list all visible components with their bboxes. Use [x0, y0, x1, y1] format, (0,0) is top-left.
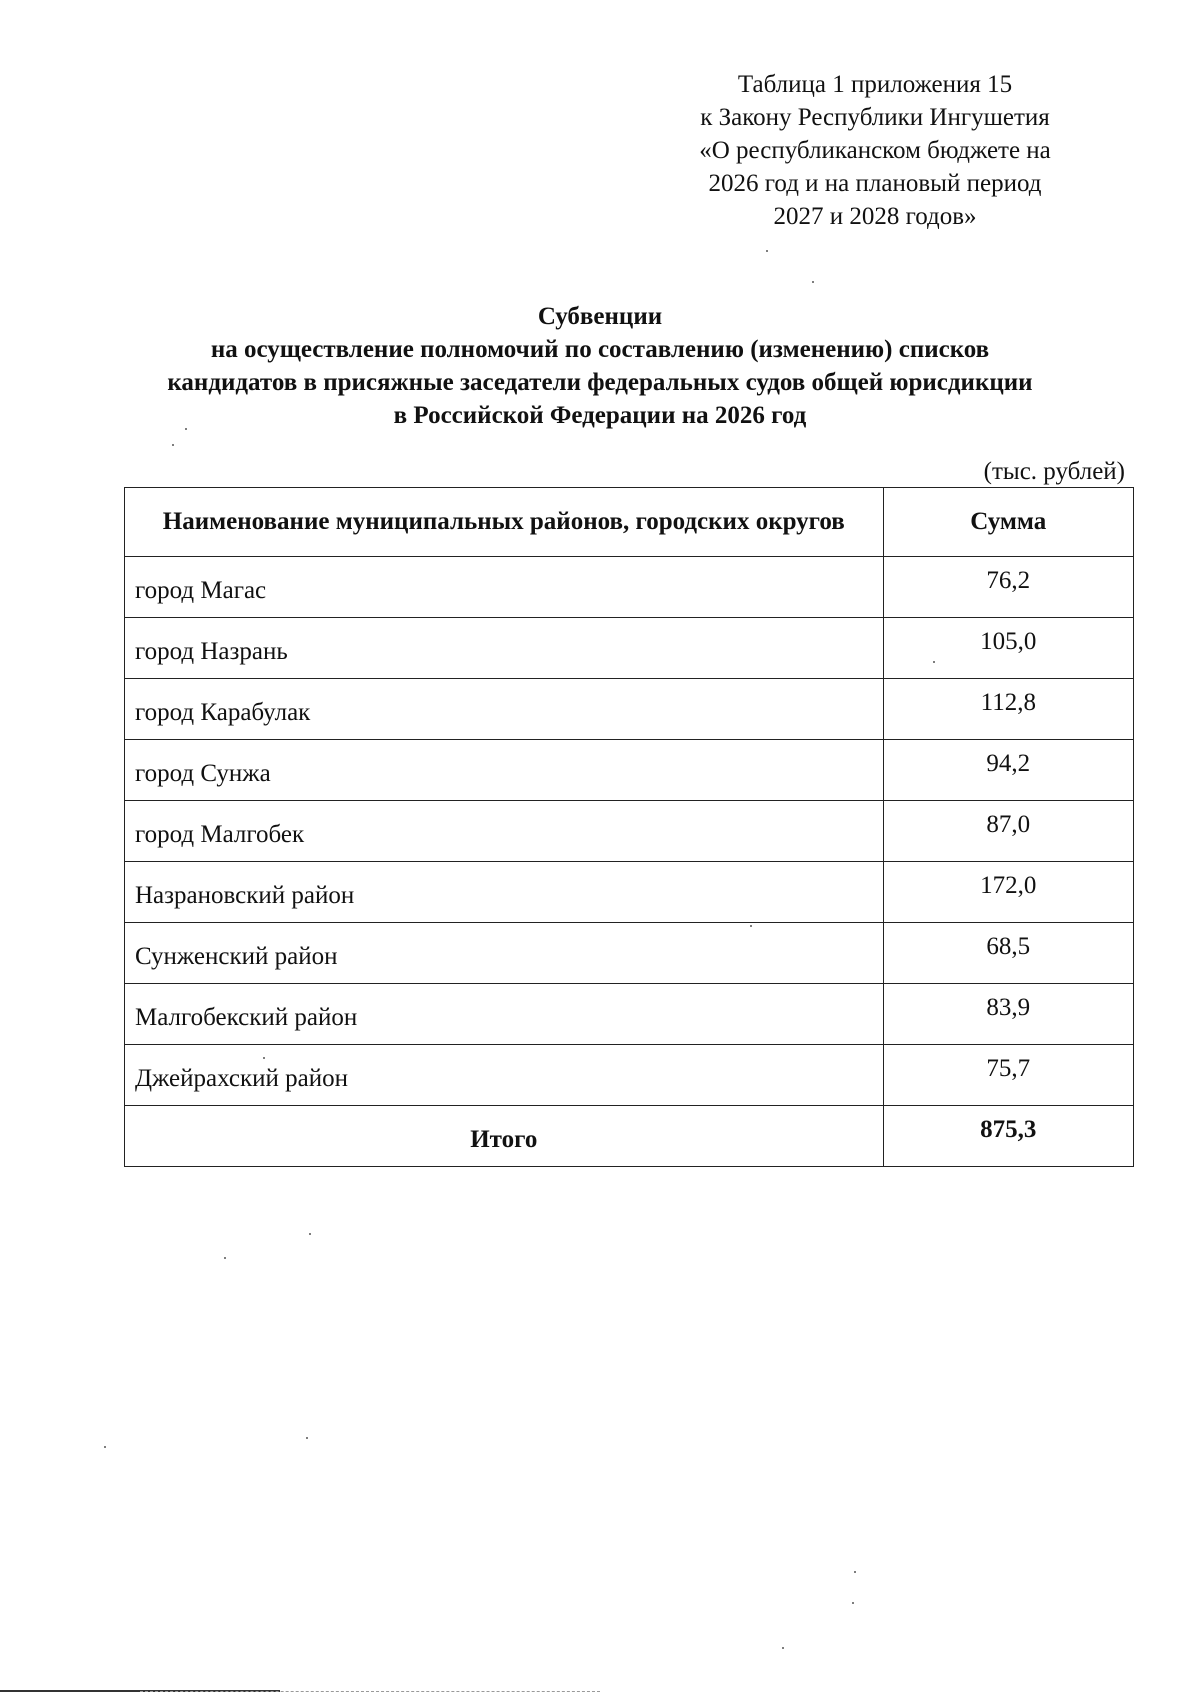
row-value: 76,2 [883, 557, 1133, 618]
subventions-table [124, 487, 1134, 1167]
row-name: Малгобекский район [125, 984, 884, 1045]
row-value: 105,0 [883, 618, 1133, 679]
units-label: (тыс. рублей) [983, 458, 1125, 485]
scan-speck [852, 1602, 854, 1604]
scan-speck [309, 1233, 311, 1235]
row-value: 112,8 [883, 679, 1133, 740]
row-name: Назрановский район [125, 862, 884, 923]
row-name: город Сунжа [125, 740, 884, 801]
title-line: кандидатов в присяжные заседатели федеральных судов общей юрисдикции [167, 369, 1033, 396]
table-row [125, 1045, 1134, 1106]
column-header-sum: Сумма [883, 488, 1133, 557]
scan-speck [263, 1057, 265, 1059]
scan-speck [224, 1257, 226, 1259]
row-value: 68,5 [883, 923, 1133, 984]
scan-speck [104, 1446, 106, 1448]
appendix-line: к Закону Республики Ингушетия [700, 104, 1050, 131]
row-name: город Малгобек [125, 801, 884, 862]
row-name: город Карабулак [125, 679, 884, 740]
scan-speck [782, 1647, 784, 1649]
row-value: 83,9 [883, 984, 1133, 1045]
row-name: Сунженский район [125, 923, 884, 984]
scan-speck [812, 281, 814, 283]
table-row [125, 740, 1134, 801]
table-row [125, 679, 1134, 740]
row-value: 172,0 [883, 862, 1133, 923]
scan-speck [766, 250, 768, 252]
scan-speck [172, 444, 174, 446]
table-row [125, 618, 1134, 679]
document-title [0, 300, 1200, 432]
total-label: Итого [125, 1106, 884, 1167]
row-name: город Назрань [125, 618, 884, 679]
table-row [125, 984, 1134, 1045]
scan-speck [306, 1437, 308, 1439]
row-value: 87,0 [883, 801, 1133, 862]
title-line: в Российской Федерации на 2026 год [393, 402, 807, 429]
scan-speck [854, 1571, 856, 1573]
table-row [125, 923, 1134, 984]
title-line: на осуществление полномочий по составлению (изменению) списков [210, 336, 990, 363]
row-name: город Магас [125, 557, 884, 618]
title-line: Субвенции [537, 303, 663, 330]
total-value: 875,3 [883, 1106, 1133, 1167]
scan-speck [933, 661, 935, 663]
row-name: Джейрахский район [125, 1045, 884, 1106]
appendix-line: «О республиканском бюджете на [699, 137, 1051, 164]
table-header-row [125, 488, 1134, 557]
row-value: 75,7 [883, 1045, 1133, 1106]
table-row [125, 557, 1134, 618]
scan-speck [750, 925, 752, 927]
row-value: 94,2 [883, 740, 1133, 801]
table-row [125, 862, 1134, 923]
column-header-name: Наименование муниципальных районов, городских округов [125, 488, 884, 557]
scan-edge-dash [140, 1691, 600, 1692]
total-row [125, 1106, 1134, 1167]
appendix-line: 2026 год и на плановый период [708, 170, 1042, 197]
appendix-reference [660, 68, 1090, 233]
scan-speck [185, 428, 187, 430]
appendix-line: Таблица 1 приложения 15 [737, 71, 1013, 98]
appendix-line: 2027 и 2028 годов» [773, 203, 977, 230]
table-row [125, 801, 1134, 862]
